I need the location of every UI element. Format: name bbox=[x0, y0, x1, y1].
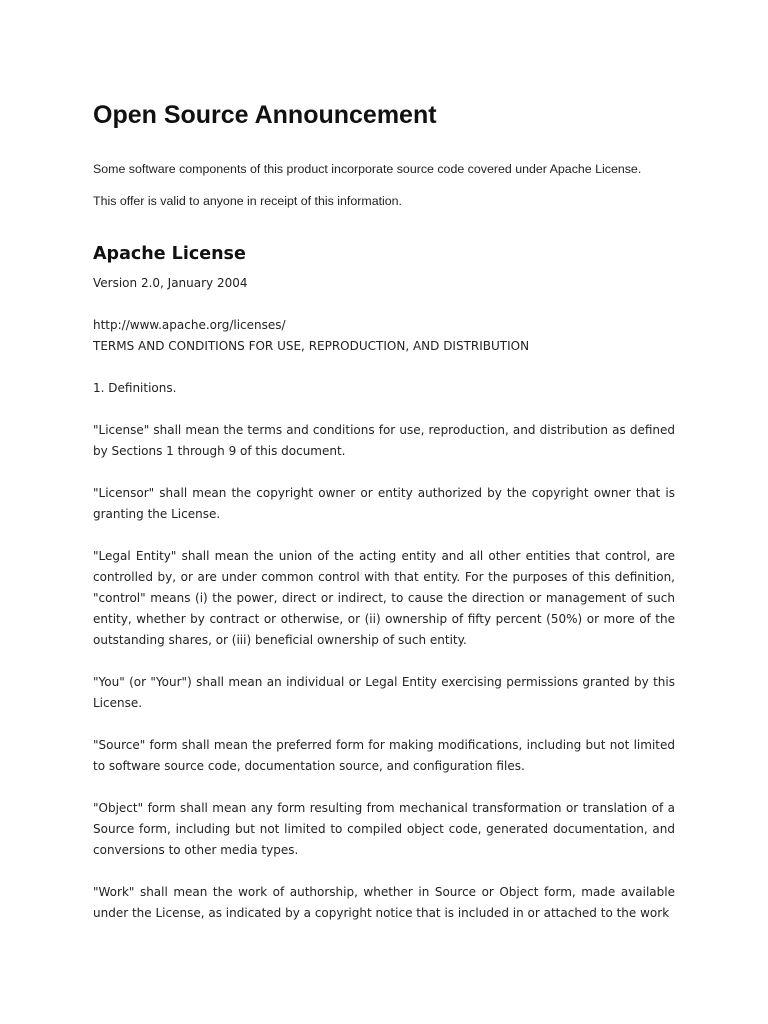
definition-you: "You" (or "Your") shall mean an individual or Legal Entity exercising permissions granted by this License. bbox=[93, 675, 675, 710]
section-heading-definitions: 1. Definitions. bbox=[93, 381, 177, 395]
definition-source: "Source" form shall mean the preferred form for making modifications, including but not limited to software source code, documentation source, and configuration files. bbox=[93, 738, 675, 773]
license-url: http://www.apache.org/licenses/ bbox=[93, 318, 286, 332]
license-version: Version 2.0, January 2004 bbox=[93, 276, 248, 290]
definition-license: "License" shall mean the terms and conditions for use, reproduction, and distribution as defined by Sections 1 through 9 of this document. bbox=[93, 423, 675, 458]
license-heading: Apache License bbox=[93, 244, 246, 264]
intro-paragraph: Some software components of this product incorporate source code covered under Apache License. bbox=[93, 162, 642, 176]
definition-work: "Work" shall mean the work of authorship, whether in Source or Object form, made available under the License, as indicated by a copyright notice that is included in or attached to the work bbox=[93, 885, 675, 920]
definition-legal-entity: "Legal Entity" shall mean the union of the acting entity and all other entities that control, are controlled by, or are under common control with that entity. For the purposes of this definition, "control" means (i) the power, direct or indirect, to cause the direction or management of such entity, whether by contract or otherwise, or (ii) ownership of fifty percent (50%) or more of the outstanding shares, or (iii) beneficial ownership of such entity. bbox=[93, 549, 675, 647]
page-title: Open Source Announcement bbox=[93, 101, 437, 129]
definition-object: "Object" form shall mean any form resulting from mechanical transformation or translation of a Source form, including but not limited to compiled object code, generated documentation, and conversions to other media types. bbox=[93, 801, 675, 857]
definition-licensor: "Licensor" shall mean the copyright owner or entity authorized by the copyright owner that is granting the License. bbox=[93, 486, 675, 521]
offer-paragraph: This offer is valid to anyone in receipt of this information. bbox=[93, 194, 403, 208]
license-body bbox=[93, 273, 675, 945]
terms-heading: TERMS AND CONDITIONS FOR USE, REPRODUCTION, AND DISTRIBUTION bbox=[93, 339, 530, 353]
